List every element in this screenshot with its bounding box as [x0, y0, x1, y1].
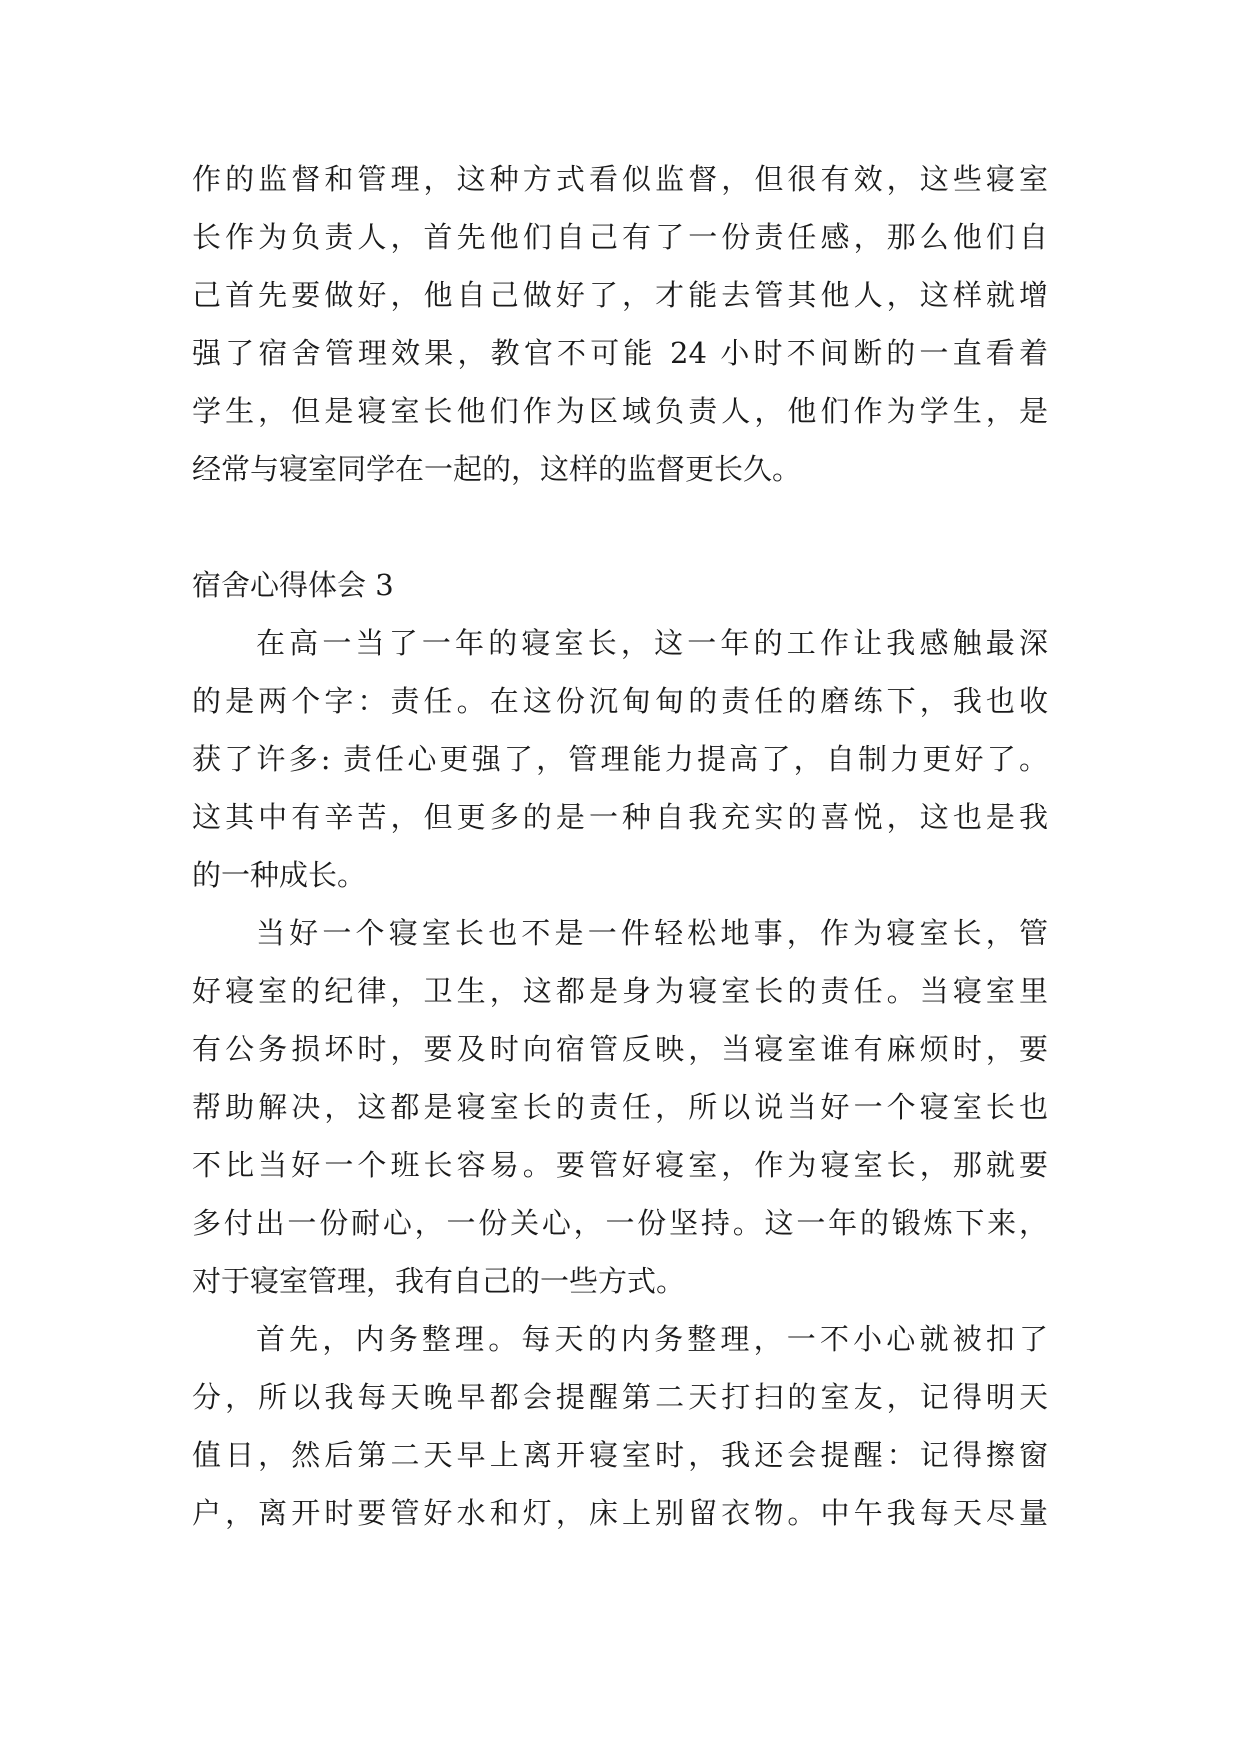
- text-line: 不比当好一个班长容易。要管好寝室，作为寝室长，那就要: [192, 1148, 1048, 1182]
- section-heading-block: [192, 556, 1048, 614]
- text-line: 获了许多: 责任心更强了，管理能力提高了，自制力更好了。: [192, 742, 1048, 776]
- text-line: 值日，然后第二天早上离开寝室时，我还会提醒：记得擦窗: [192, 1438, 1048, 1472]
- text-line: 户，离开时要管好水和灯，床上别留衣物。中午我每天尽量: [192, 1496, 1048, 1530]
- text-line: 学生，但是寝室长他们作为区域负责人，他们作为学生，是: [192, 394, 1048, 428]
- text-line: 好寝室的纪律，卫生，这都是身为寝室长的责任。当寝室里: [192, 974, 1048, 1008]
- text-line: 首先，内务整理。每天的内务整理，一不小心就被扣了: [256, 1322, 1048, 1356]
- text-line: 有公务损坏时，要及时向宿管反映，当寝室谁有麻烦时，要: [192, 1032, 1048, 1066]
- text-line: 己首先要做好，他自己做好了，才能去管其他人，这样就增: [192, 278, 1048, 312]
- text-line: 当好一个寝室长也不是一件轻松地事，作为寝室长，管: [256, 916, 1048, 950]
- text-line: 的一种成长。: [192, 858, 367, 892]
- text-line: 在高一当了一年的寝室长，这一年的工作让我感触最深: [256, 626, 1048, 660]
- section-heading: 宿舍心得体会 3: [192, 568, 394, 602]
- paragraph-2: [192, 904, 1048, 1310]
- text-line: 的是两个字：责任。在这份沉甸甸的责任的磨练下，我也收: [192, 684, 1048, 718]
- text-line: 多付出一份耐心，一份关心，一份坚持。这一年的锻炼下来，: [192, 1206, 1048, 1240]
- text-line: 分，所以我每天晚早都会提醒第二天打扫的室友，记得明天: [192, 1380, 1048, 1414]
- paragraph-3: [192, 1310, 1048, 1542]
- text-line: 经常与寝室同学在一起的，这样的监督更长久。: [192, 452, 802, 486]
- text-line: 强了宿舍管理效果，教官不可能 24 小时不间断的一直看着: [192, 336, 1048, 370]
- text-line: 长作为负责人，首先他们自己有了一份责任感，那么他们自: [192, 220, 1048, 254]
- text-line: 帮助解决，这都是寝室长的责任，所以说当好一个寝室长也: [192, 1090, 1048, 1124]
- text-line: 这其中有辛苦，但更多的是一种自我充实的喜悦，这也是我: [192, 800, 1048, 834]
- paragraph-1: [192, 614, 1048, 904]
- text-line: 作的监督和管理，这种方式看似监督，但很有效，这些寝室: [192, 162, 1048, 196]
- text-line: 对于寝室管理，我有自己的一些方式。: [192, 1264, 686, 1298]
- paragraph-continued: [192, 150, 1048, 498]
